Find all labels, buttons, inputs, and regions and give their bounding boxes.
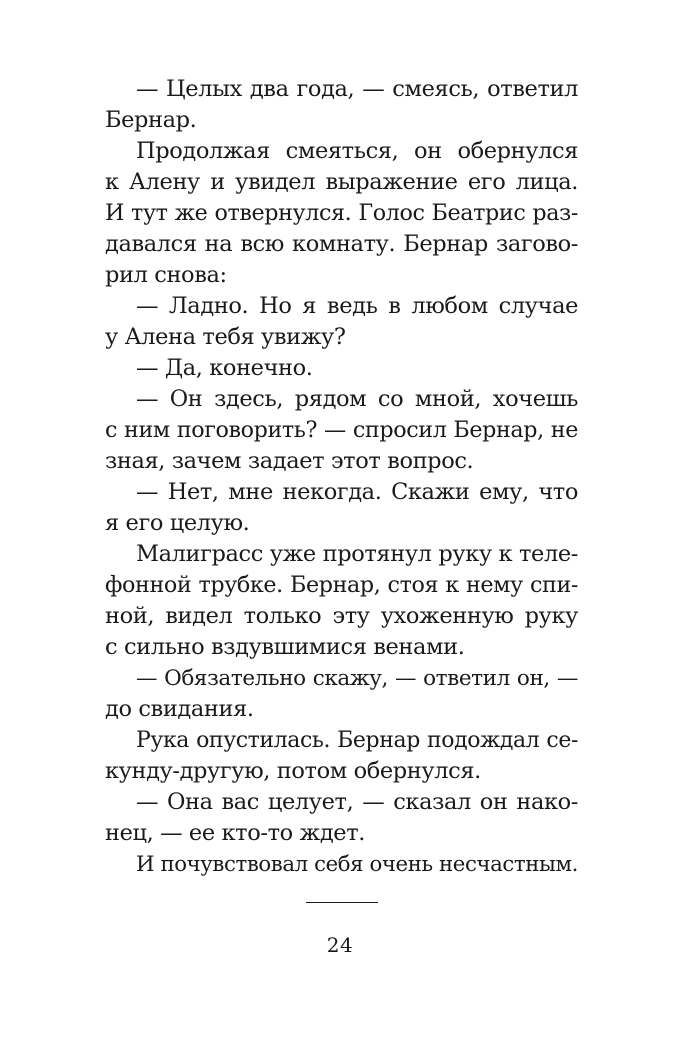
text-line: Продолжая смеяться, он обернулся (136, 138, 578, 164)
text-line: — Она вас целует, — сказал он нако- (136, 789, 578, 815)
text-line: И тут же отвернулся. Голос Беатрис раз- (105, 200, 578, 226)
text-line: — Он здесь, рядом со мной, хочешь (136, 386, 578, 412)
text-line: ной, видел только эту ухоженную руку (105, 603, 578, 629)
text-line: — Обязательно скажу, — ответил он, — (136, 666, 578, 691)
text-line: — Нет, мне некогда. Скажи ему, что (136, 479, 578, 505)
text-line: кунду-другую, потом обернулся. (105, 758, 481, 784)
text-line: рил снова: (105, 262, 227, 288)
body-text (105, 74, 578, 880)
text-line: И почувствовал себя очень несчастным. (136, 852, 578, 877)
text-line: Бернар. (105, 107, 197, 133)
section-divider (306, 902, 378, 903)
text-line: давался на всю комнату. Бернар загово- (105, 231, 578, 257)
text-line: зная, зачем задает этот вопрос. (105, 448, 474, 474)
page-number: 24 (326, 933, 354, 957)
text-line: нец, — ее кто-то ждет. (105, 820, 365, 846)
text-line: к Алену и увидел выражение его лица. (105, 169, 578, 195)
text-line: Рука опустилась. Бернар подождал се- (136, 728, 578, 753)
text-line: у Алена тебя увижу? (105, 324, 346, 350)
text-line: с ним поговорить? — спросил Бернар, не (105, 417, 578, 443)
text-line: — Да, конечно. (136, 355, 313, 381)
text-line: — Ладно. Но я ведь в любом случае (136, 293, 578, 319)
text-line: я его целую. (105, 510, 250, 536)
text-line: фонной трубке. Бернар, стоя к нему спи- (105, 572, 578, 598)
text-line: Малиграсс уже протянул руку к теле- (136, 541, 578, 567)
text-line: с сильно вздувшимися венами. (105, 634, 465, 660)
text-line: до свидания. (105, 696, 254, 722)
text-line: — Целых два года, — смеясь, ответил (136, 76, 578, 102)
